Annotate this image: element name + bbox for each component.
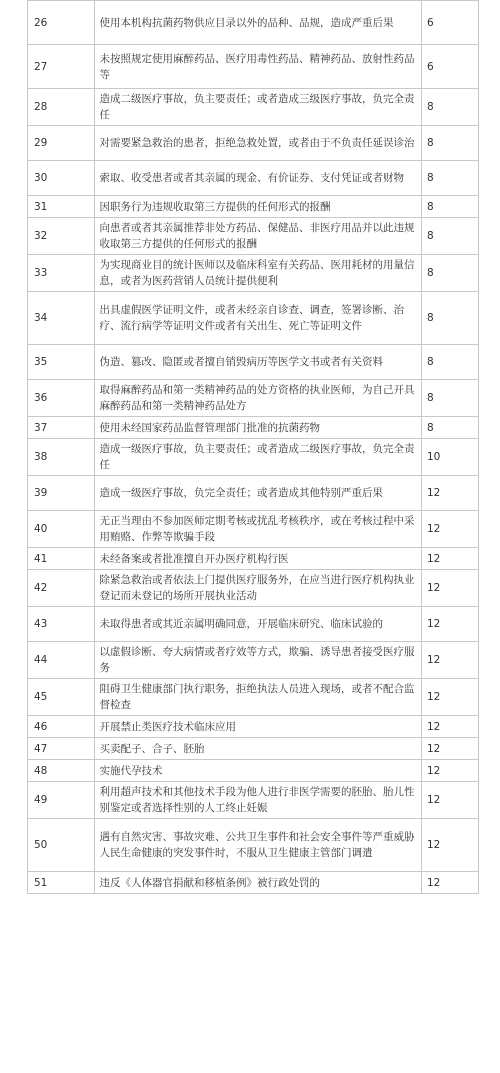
item-number-cell: 49 — [28, 782, 95, 819]
score-cell: 8 — [421, 89, 478, 126]
item-number-cell: 32 — [28, 218, 95, 255]
violation-description-cell: 伪造、篡改、隐匿或者擅自销毁病历等医学文书或者有关资料 — [94, 345, 421, 380]
item-number-cell: 39 — [28, 476, 95, 511]
table-row — [28, 45, 479, 89]
violation-description-cell: 为实现商业目的统计医师以及临床科室有关药品、医用耗材的用量信息，或者为医药营销人员统计提供便利 — [94, 255, 421, 292]
violation-description-cell: 实施代孕技术 — [94, 760, 421, 782]
item-number-cell: 41 — [28, 548, 95, 570]
score-cell: 12 — [421, 476, 478, 511]
score-cell: 12 — [421, 760, 478, 782]
item-number-cell: 30 — [28, 161, 95, 196]
item-number-cell: 36 — [28, 380, 95, 417]
score-cell: 12 — [421, 782, 478, 819]
score-cell: 12 — [421, 511, 478, 548]
table-body — [28, 1, 479, 894]
score-cell: 8 — [421, 417, 478, 439]
score-cell: 8 — [421, 126, 478, 161]
score-cell: 12 — [421, 548, 478, 570]
violation-description-cell: 向患者或者其亲属推荐非处方药品、保健品、非医疗用品并以此违规收取第三方提供的任何形式的报酬 — [94, 218, 421, 255]
violation-description-cell: 除紧急救治或者依法上门提供医疗服务外，在应当进行医疗机构执业登记而未登记的场所开展执业活动 — [94, 570, 421, 607]
violation-description-cell: 未按照规定使用麻醉药品、医疗用毒性药品、精神药品、放射性药品等 — [94, 45, 421, 89]
score-cell: 8 — [421, 218, 478, 255]
item-number-cell: 48 — [28, 760, 95, 782]
item-number-cell: 51 — [28, 872, 95, 894]
violation-description-cell: 遇有自然灾害、事故灾难、公共卫生事件和社会安全事件等严重威胁人民生命健康的突发事件时，不服从卫生健康主管部门调遣 — [94, 819, 421, 872]
score-cell: 12 — [421, 738, 478, 760]
score-cell: 8 — [421, 161, 478, 196]
violation-description-cell: 以虚假诊断、夸大病情或者疗效等方式，欺骗、诱导患者接受医疗服务 — [94, 642, 421, 679]
table-row — [28, 716, 479, 738]
violation-description-cell: 索取、收受患者或者其亲属的现金、有价证券、支付凭证或者财物 — [94, 161, 421, 196]
violation-description-cell: 对需要紧急救治的患者，拒绝急救处置，或者由于不负责任延误诊治 — [94, 126, 421, 161]
table-row — [28, 872, 479, 894]
table-row — [28, 196, 479, 218]
score-cell: 12 — [421, 607, 478, 642]
item-number-cell: 44 — [28, 642, 95, 679]
item-number-cell: 40 — [28, 511, 95, 548]
score-cell: 12 — [421, 872, 478, 894]
table-row — [28, 819, 479, 872]
score-cell: 8 — [421, 292, 478, 345]
violation-description-cell: 使用本机构抗菌药物供应目录以外的品种、品规，造成严重后果 — [94, 1, 421, 45]
table-row — [28, 1, 479, 45]
score-cell: 12 — [421, 716, 478, 738]
item-number-cell: 37 — [28, 417, 95, 439]
table-row — [28, 642, 479, 679]
item-number-cell: 35 — [28, 345, 95, 380]
violation-description-cell: 造成一级医疗事故，负主要责任；或者造成二级医疗事故，负完全责任 — [94, 439, 421, 476]
violation-description-cell: 阻碍卫生健康部门执行职务，拒绝执法人员进入现场，或者不配合监督检查 — [94, 679, 421, 716]
violation-description-cell: 出具虚假医学证明文件，或者未经亲自诊查、调查，签署诊断、治疗、流行病学等证明文件或者有关出生、死亡等证明文件 — [94, 292, 421, 345]
item-number-cell: 31 — [28, 196, 95, 218]
item-number-cell: 33 — [28, 255, 95, 292]
table-row — [28, 161, 479, 196]
table-row — [28, 255, 479, 292]
violation-description-cell: 无正当理由不参加医师定期考核或扰乱考核秩序，或在考核过程中采用贿赂、作弊等欺骗手段 — [94, 511, 421, 548]
score-cell: 12 — [421, 679, 478, 716]
violation-description-cell: 未经备案或者批准擅自开办医疗机构行医 — [94, 548, 421, 570]
violation-description-cell: 违反《人体器官捐献和移植条例》被行政处罚的 — [94, 872, 421, 894]
item-number-cell: 26 — [28, 1, 95, 45]
score-cell: 6 — [421, 1, 478, 45]
violation-description-cell: 造成二级医疗事故，负主要责任；或者造成三级医疗事故，负完全责任 — [94, 89, 421, 126]
table-row — [28, 760, 479, 782]
item-number-cell: 27 — [28, 45, 95, 89]
table-row — [28, 679, 479, 716]
violation-description-cell: 造成一级医疗事故，负完全责任；或者造成其他特别严重后果 — [94, 476, 421, 511]
violation-description-cell: 未取得患者或其近亲属明确同意，开展临床研究、临床试验的 — [94, 607, 421, 642]
item-number-cell: 29 — [28, 126, 95, 161]
table-row — [28, 89, 479, 126]
violation-score-table-container — [27, 0, 479, 894]
table-row — [28, 782, 479, 819]
item-number-cell: 46 — [28, 716, 95, 738]
table-row — [28, 417, 479, 439]
item-number-cell: 50 — [28, 819, 95, 872]
score-cell: 12 — [421, 570, 478, 607]
table-row — [28, 570, 479, 607]
table-row — [28, 511, 479, 548]
violation-description-cell: 取得麻醉药品和第一类精神药品的处方资格的执业医师，为自己开具麻醉药品和第一类精神药品处方 — [94, 380, 421, 417]
score-cell: 8 — [421, 345, 478, 380]
item-number-cell: 43 — [28, 607, 95, 642]
score-cell: 12 — [421, 642, 478, 679]
item-number-cell: 45 — [28, 679, 95, 716]
item-number-cell: 28 — [28, 89, 95, 126]
score-cell: 8 — [421, 196, 478, 218]
violation-description-cell: 因职务行为违规收取第三方提供的任何形式的报酬 — [94, 196, 421, 218]
table-row — [28, 380, 479, 417]
score-cell: 6 — [421, 45, 478, 89]
table-row — [28, 476, 479, 511]
table-row — [28, 218, 479, 255]
table-row — [28, 607, 479, 642]
violation-score-table — [27, 0, 479, 894]
item-number-cell: 34 — [28, 292, 95, 345]
table-row — [28, 548, 479, 570]
violation-description-cell: 使用未经国家药品监督管理部门批准的抗菌药物 — [94, 417, 421, 439]
score-cell: 8 — [421, 380, 478, 417]
item-number-cell: 47 — [28, 738, 95, 760]
table-row — [28, 738, 479, 760]
score-cell: 8 — [421, 255, 478, 292]
score-cell: 10 — [421, 439, 478, 476]
score-cell: 12 — [421, 819, 478, 872]
table-row — [28, 439, 479, 476]
item-number-cell: 42 — [28, 570, 95, 607]
table-row — [28, 292, 479, 345]
violation-description-cell: 买卖配子、合子、胚胎 — [94, 738, 421, 760]
violation-description-cell: 利用超声技术和其他技术手段为他人进行非医学需要的胚胎、胎儿性别鉴定或者选择性别的人工终止妊娠 — [94, 782, 421, 819]
violation-description-cell: 开展禁止类医疗技术临床应用 — [94, 716, 421, 738]
item-number-cell: 38 — [28, 439, 95, 476]
table-row — [28, 345, 479, 380]
table-row — [28, 126, 479, 161]
